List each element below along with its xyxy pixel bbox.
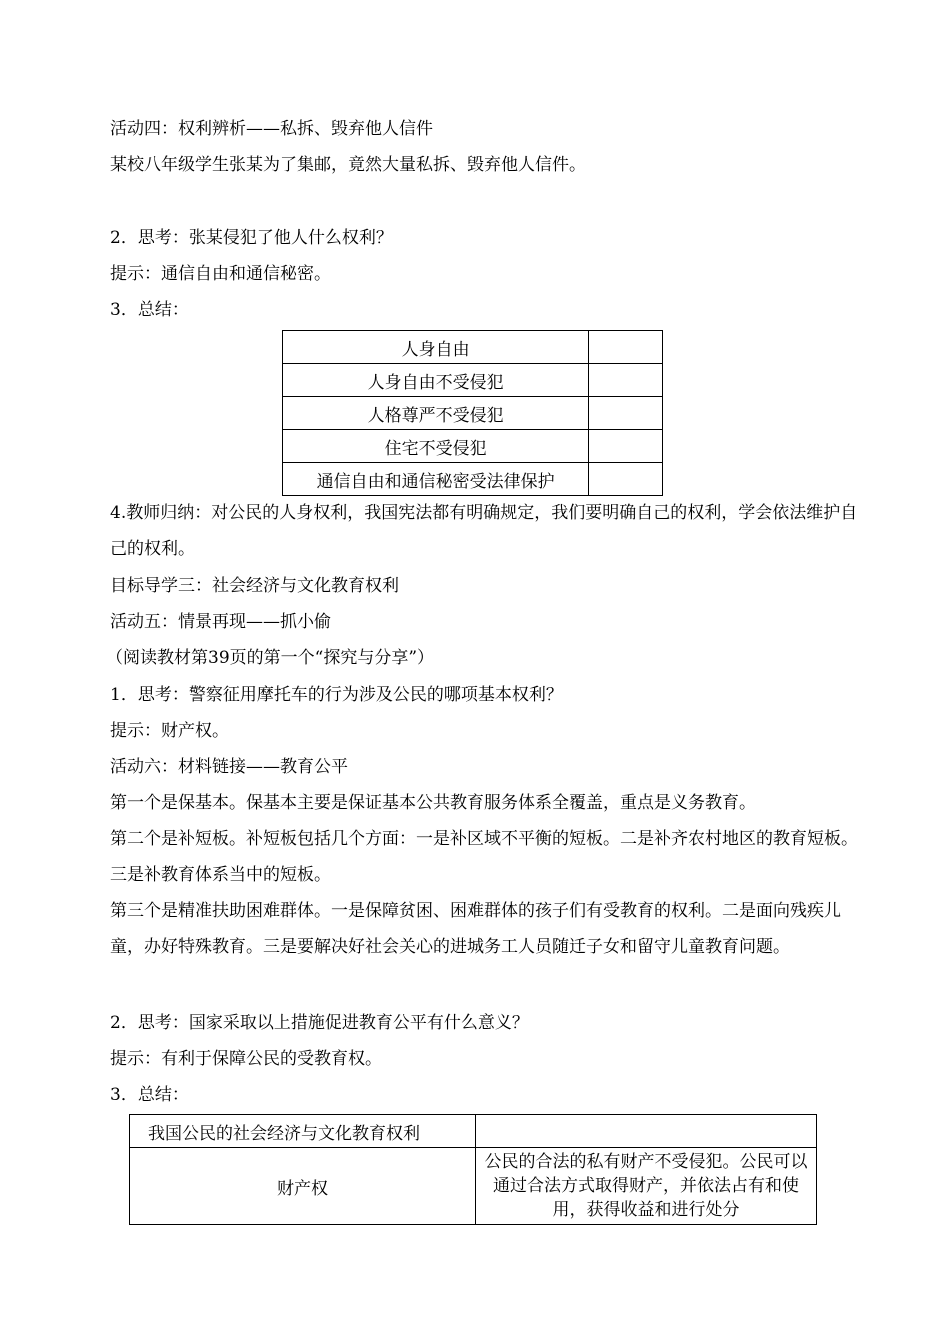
- table-cell-value: [589, 331, 663, 364]
- activity6-title: 活动六：材料链接——教育公平: [110, 757, 348, 777]
- economic-rights-table: [129, 1114, 817, 1225]
- table-cell-label: 人身自由: [283, 331, 589, 364]
- activity5-title: 活动五：情景再现——抓小偷: [110, 612, 331, 632]
- table-cell-value: 公民的合法的私有财产不受侵犯。公民可以通过合法方式取得财产，并依法占有和使用，获得收益和进行处分: [476, 1148, 817, 1225]
- think-question-1: 1．思考：警察征用摩托车的行为涉及公民的哪项基本权利？: [110, 685, 563, 705]
- teacher-summary: 4.教师归纳：对公民的人身权利，我国宪法都有明确规定，我们要明确自己的权利，学会依法维护自己的权利。: [110, 503, 858, 559]
- personal-rights-table: [282, 330, 663, 496]
- table-cell-label: 人身自由不受侵犯: [283, 364, 589, 397]
- table-cell-value: [589, 430, 663, 463]
- table-header-value: [476, 1115, 817, 1148]
- table-cell-value: [589, 364, 663, 397]
- table-row: [130, 1148, 817, 1225]
- goal-3-heading: 目标导学三：社会经济与文化教育权利: [110, 576, 399, 596]
- table-row: [283, 397, 663, 430]
- hint-2: 提示：通信自由和通信秘密。: [110, 264, 331, 284]
- activity4-title: 活动四：权利辨析——私拆、毁弃他人信件: [110, 119, 433, 139]
- table-cell-label: 人格尊严不受侵犯: [283, 397, 589, 430]
- table-cell-label: 通信自由和通信秘密受法律保护: [283, 463, 589, 496]
- activity5-reading-note: （阅读教材第39页的第一个“探究与分享”）: [106, 648, 435, 668]
- summary-label-3b: 3．总结：: [110, 1085, 189, 1105]
- summary-label-3: 3．总结：: [110, 300, 189, 320]
- think-question-2: 2．思考：张某侵犯了他人什么权利？: [110, 228, 393, 248]
- table-cell-value: [589, 397, 663, 430]
- table-row: [130, 1115, 817, 1148]
- table-header-label: 我国公民的社会经济与文化教育权利: [130, 1115, 476, 1148]
- paragraph-3: 第三个是精准扶助困难群体。一是保障贫困、困难群体的孩子们有受教育的权利。二是面向残疾儿童，办好特殊教育。三是要解决好社会关心的进城务工人员随迁子女和留守儿童教育问题。: [110, 901, 841, 957]
- table-cell-label: 住宅不受侵犯: [283, 430, 589, 463]
- paragraph-1: 第一个是保基本。保基本主要是保证基本公共教育服务体系全覆盖，重点是义务教育。: [110, 793, 756, 813]
- paragraph-2: 第二个是补短板。补短板包括几个方面：一是补区域不平衡的短板。二是补齐农村地区的教育短板。三是补教育体系当中的短板。: [110, 829, 858, 885]
- table-row: [283, 463, 663, 496]
- table-row: [283, 430, 663, 463]
- hint-2b: 提示：有利于保障公民的受教育权。: [110, 1049, 382, 1069]
- table-row: [283, 364, 663, 397]
- activity4-description: 某校八年级学生张某为了集邮，竟然大量私拆、毁弃他人信件。: [110, 155, 586, 175]
- table-cell-label: 财产权: [130, 1148, 476, 1225]
- think-question-2b: 2．思考：国家采取以上措施促进教育公平有什么意义？: [110, 1013, 529, 1033]
- hint-1: 提示：财产权。: [110, 721, 229, 741]
- table-row: [283, 331, 663, 364]
- table-cell-value: [589, 463, 663, 496]
